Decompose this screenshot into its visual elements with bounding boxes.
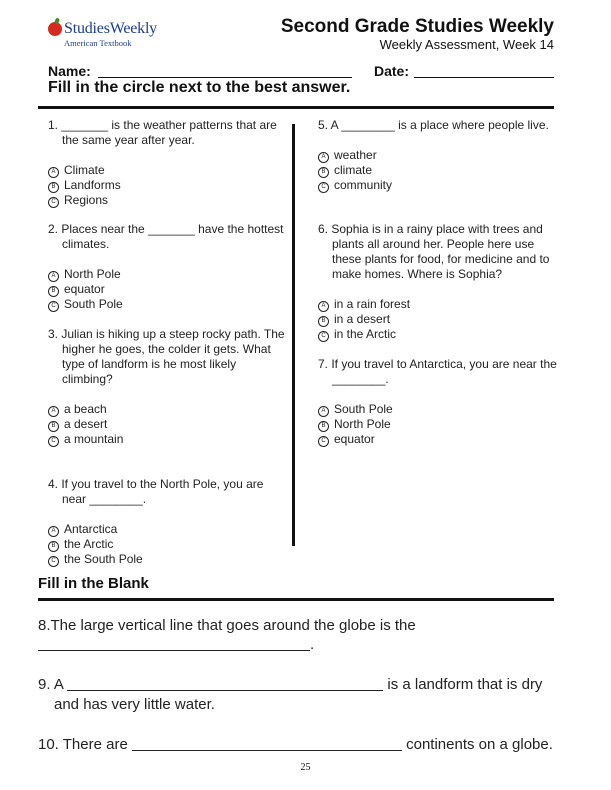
blank-question-9-line2 — [54, 696, 215, 713]
blank-question-8 — [38, 617, 416, 634]
bubble-icon[interactable]: B — [318, 316, 329, 327]
answer-option[interactable] — [318, 417, 558, 432]
bubble-icon[interactable]: A — [318, 152, 329, 163]
bubble-icon[interactable]: B — [48, 541, 59, 552]
question-text: 6. Sophia is in a rainy place with trees and plants all around her. People here use these plants for food, for medicine and to make homes. Where is Sophia? — [318, 222, 550, 281]
option-label: in a desert — [334, 312, 391, 326]
option-label: Climate — [64, 163, 105, 177]
question-text: and has very little water. — [54, 696, 215, 713]
answer-option[interactable] — [318, 432, 558, 447]
bubble-icon[interactable]: B — [318, 421, 329, 432]
studies-weekly-logo — [46, 20, 186, 52]
option-label: weather — [334, 148, 377, 162]
page-title: Second Grade Studies Weekly — [280, 16, 554, 37]
answer-option[interactable] — [48, 417, 288, 432]
answer-option[interactable] — [318, 178, 558, 193]
option-label: the South Pole — [64, 552, 143, 566]
option-label: Landforms — [64, 178, 121, 192]
bubble-icon[interactable]: A — [48, 167, 59, 178]
question-text: 3. Julian is hiking up a steep rocky path. The higher he goes, the colder it gets. What type of landform is he most likely climbing? — [48, 327, 285, 386]
question-6 — [318, 222, 558, 342]
question-7 — [318, 357, 558, 447]
period: . — [310, 636, 315, 653]
answer-option[interactable] — [318, 148, 558, 163]
option-label: equator — [334, 432, 375, 446]
page-subtitle: Weekly Assessment, Week 14 — [379, 37, 554, 52]
answer-option[interactable] — [318, 312, 558, 327]
option-label: the Arctic — [64, 537, 114, 551]
bubble-icon[interactable]: C — [318, 182, 329, 193]
option-label: North Pole — [334, 417, 391, 431]
bubble-icon[interactable]: C — [48, 301, 59, 312]
answer-option[interactable] — [48, 163, 288, 178]
option-label: climate — [334, 163, 373, 177]
answer-blank[interactable] — [132, 736, 402, 751]
question-text-end: continents on a globe. — [406, 736, 553, 753]
bubble-icon[interactable]: B — [48, 421, 59, 432]
answer-option[interactable] — [48, 537, 288, 552]
option-label: in the Arctic — [334, 327, 397, 341]
option-label: a mountain — [64, 432, 124, 446]
answer-option[interactable] — [48, 282, 288, 297]
question-text: 7. If you travel to Antarctica, you are near the ________. — [318, 357, 557, 386]
bubble-icon[interactable]: C — [318, 331, 329, 342]
answer-option[interactable] — [48, 193, 288, 208]
answer-option[interactable] — [318, 297, 558, 312]
question-5 — [318, 118, 558, 193]
question-text: 2. Places near the _______ have the hottest climates. — [48, 222, 284, 251]
answer-option[interactable] — [48, 402, 288, 417]
date-field[interactable] — [414, 77, 554, 78]
option-label: Antarctica — [64, 522, 118, 536]
option-label: in a rain forest — [334, 297, 411, 311]
page-number: 25 — [300, 762, 311, 773]
option-label: Regions — [64, 193, 109, 207]
bubble-icon[interactable]: C — [318, 436, 329, 447]
date-label: Date: — [374, 63, 410, 79]
column-divider — [292, 124, 295, 546]
answer-blank[interactable] — [38, 636, 310, 651]
apple-icon — [48, 22, 62, 36]
logo-tagline: American Textbook — [64, 38, 132, 48]
bubble-icon[interactable]: C — [48, 556, 59, 567]
question-text: 1. _______ is the weather patterns that are the same year after year. — [48, 118, 277, 147]
bubble-icon[interactable]: A — [48, 271, 59, 282]
instructions: Fill in the circle next to the best answer. — [48, 79, 351, 96]
question-3 — [48, 327, 288, 447]
answer-option[interactable] — [48, 297, 288, 312]
bubble-icon[interactable]: A — [318, 301, 329, 312]
divider-bottom — [38, 598, 554, 601]
option-label: a desert — [64, 417, 108, 431]
blank-question-8-answer — [38, 636, 314, 653]
question-text-start: 9. A — [38, 676, 64, 693]
name-field[interactable] — [98, 77, 352, 78]
option-label: South Pole — [334, 402, 393, 416]
bubble-icon[interactable]: B — [48, 182, 59, 193]
logo-name: StudiesWeekly — [64, 20, 157, 37]
fill-in-blank-heading: Fill in the Blank — [38, 575, 149, 592]
answer-blank[interactable] — [67, 676, 383, 691]
blank-question-10 — [38, 736, 553, 753]
divider-top — [38, 106, 554, 109]
answer-option[interactable] — [318, 163, 558, 178]
blank-question-9 — [38, 676, 542, 693]
answer-option[interactable] — [48, 522, 288, 537]
bubble-icon[interactable]: A — [48, 406, 59, 417]
bubble-icon[interactable]: B — [48, 286, 59, 297]
answer-option[interactable] — [48, 178, 288, 193]
answer-option[interactable] — [48, 267, 288, 282]
answer-option[interactable] — [48, 552, 288, 567]
question-2 — [48, 222, 288, 312]
option-label: North Pole — [64, 267, 121, 281]
bubble-icon[interactable]: A — [48, 526, 59, 537]
question-1 — [48, 118, 288, 208]
bubble-icon[interactable]: A — [318, 406, 329, 417]
option-label: a beach — [64, 402, 107, 416]
name-label: Name: — [48, 63, 91, 79]
question-text-end: is a landform that is dry — [387, 676, 543, 693]
answer-option[interactable] — [48, 432, 288, 447]
answer-option[interactable] — [318, 327, 558, 342]
question-text: 8.The large vertical line that goes around the globe is the — [38, 617, 416, 634]
bubble-icon[interactable]: C — [48, 197, 59, 208]
question-text-start: 10. There are — [38, 736, 128, 753]
option-label: equator — [64, 282, 105, 296]
answer-option[interactable] — [318, 402, 558, 417]
option-label: South Pole — [64, 297, 123, 311]
option-label: community — [334, 178, 393, 192]
question-text: 5. A ________ is a place where people live. — [318, 118, 549, 132]
bubble-icon[interactable]: B — [318, 167, 329, 178]
question-4 — [48, 477, 288, 567]
bubble-icon[interactable]: C — [48, 436, 59, 447]
question-text: 4. If you travel to the North Pole, you are near ________. — [48, 477, 264, 506]
